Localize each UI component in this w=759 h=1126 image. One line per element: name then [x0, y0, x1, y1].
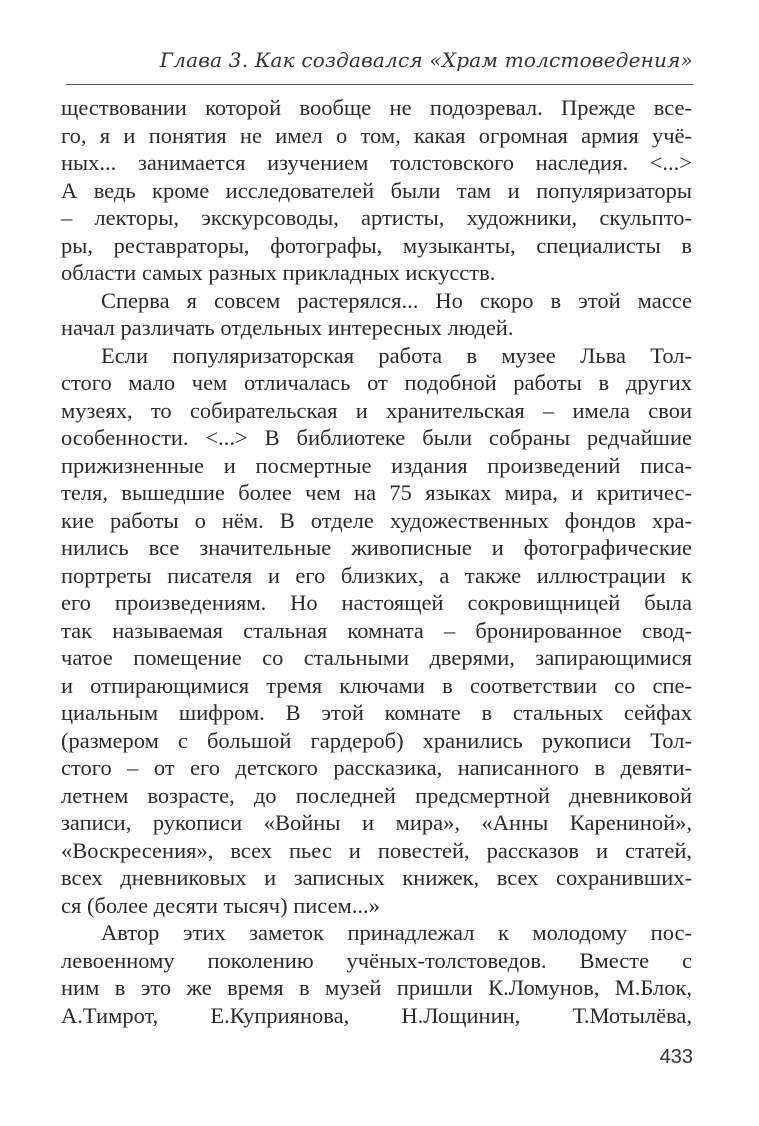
- text-line: всех дневниковых и записных книжек, всех сохранивших-: [61, 865, 692, 890]
- text-line: ним в это же время в музей пришли К.Ломунов, М.Блок,: [61, 975, 692, 1000]
- text-line: го, я и понятия не имел о том, какая огромная армия учё-: [61, 122, 692, 148]
- text-line: А.Тимрот, Е.Куприянова, Н.Лощинин, Т.Мотылёва,: [61, 1002, 692, 1028]
- text-line: и отпирающимися тремя ключами в соответствии со спе-: [61, 672, 692, 698]
- text-line: области самых разных прикладных искусств.: [61, 260, 496, 285]
- text-line: ся (более десяти тысяч) писем...»: [61, 892, 380, 918]
- text-line: прижизненные и посмертные издания произведений писа-: [61, 452, 692, 478]
- text-line: записи, рукописи «Войны и мира», «Анны Карениной»,: [61, 810, 692, 835]
- text-line: циальным шифром. В этой комнате в стальных сейфах: [61, 700, 692, 725]
- text-line: так называемая стальная комната – бронированное свод-: [61, 617, 692, 643]
- text-line: музеях, то собирательская и хранительская – имела свои: [61, 397, 692, 423]
- text-line: начал различать отдельных интересных людей.: [61, 315, 514, 340]
- text-line: ных... занимается изучением толстовского наследия. <...>: [61, 150, 692, 175]
- running-head: [66, 44, 693, 85]
- text-line: особенности. <...> В библиотеке были собраны редчайшие: [61, 425, 692, 450]
- chapter-title: Глава 3. Как создавался «Храм толстоведения»: [159, 48, 693, 72]
- page-number: 433: [659, 1046, 693, 1068]
- text-line: кие работы о нём. В отделе художественных фондов хра-: [61, 507, 692, 533]
- text-line: Если популяризаторская работа в музее Льва Тол-: [101, 342, 692, 368]
- text-line: левоенному поколению учёных-толстоведов. Вместе с: [61, 947, 692, 973]
- body-text: [61, 94, 692, 1029]
- text-line: стого мало чем отличалась от подобной работы в других: [61, 370, 692, 395]
- text-line: – лекторы, экскурсоводы, артисты, художники, скульпто-: [61, 205, 692, 230]
- text-line: Сперва я совсем растерялся... Но скоро в этой массе: [101, 287, 692, 313]
- text-line: ществовании которой вообще не подозревал. Прежде все-: [61, 95, 692, 120]
- text-line: «Воскресения», всех пьес и повестей, рассказов и статей,: [61, 837, 692, 863]
- text-line: теля, вышедшие более чем на 75 языках мира, и критичес-: [61, 480, 692, 505]
- text-line: ры, реставраторы, фотографы, музыканты, специалисты в: [61, 232, 692, 258]
- text-line: чатое помещение со стальными дверями, запирающимися: [61, 645, 692, 670]
- text-line: летнем возрасте, до последней предсмертной дневниковой: [61, 782, 692, 808]
- text-line: портреты писателя и его близких, а также иллюстрации к: [61, 562, 692, 588]
- text-line: его произведениям. Но настоящей сокровищницей была: [61, 590, 692, 615]
- text-line: А ведь кроме исследователей были там и популяризаторы: [61, 177, 692, 203]
- text-line: нились все значительные живописные и фотографические: [61, 535, 692, 560]
- text-line: (размером с большой гардероб) хранились рукописи Тол-: [61, 727, 692, 753]
- text-line: Автор этих заметок принадлежал к молодому пос-: [101, 920, 692, 945]
- text-line: стого – от его детского рассказика, написанного в девяти-: [61, 755, 692, 780]
